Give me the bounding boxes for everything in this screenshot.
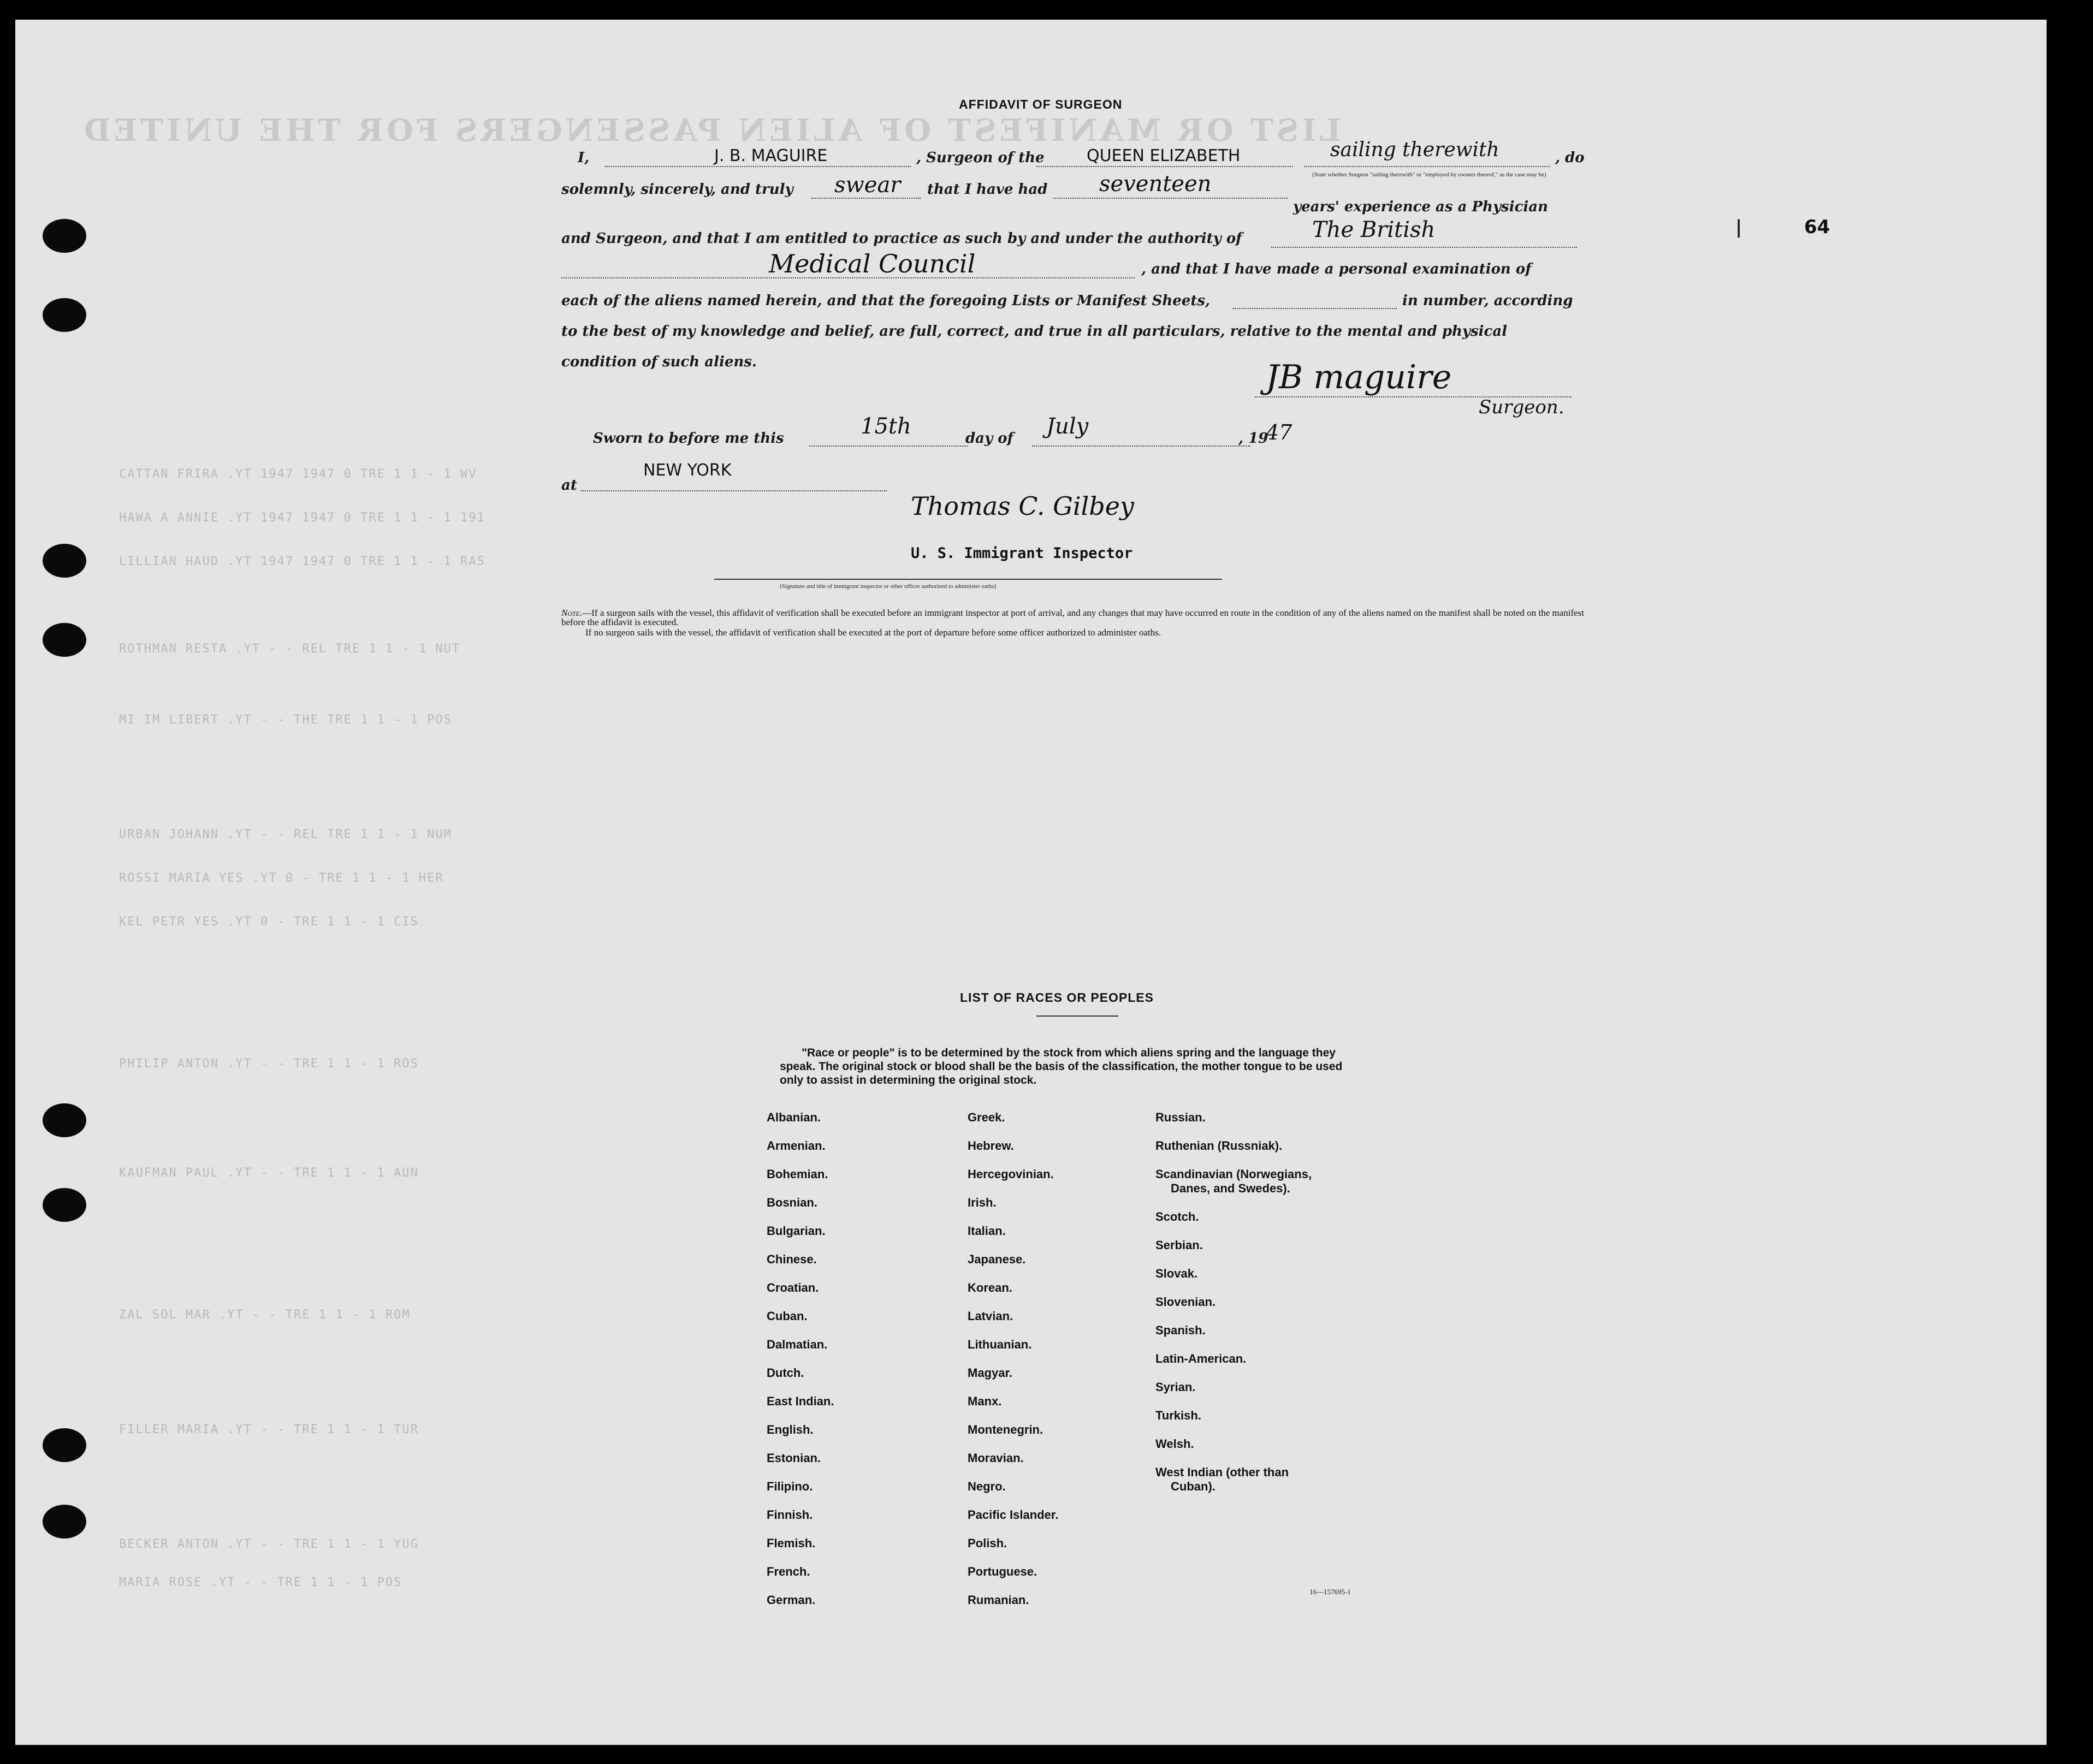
affidavit-line4: and Surgeon, and that I am entitled to practice as such by and under the authority of (561, 230, 1242, 247)
affidavit-line6-suffix: in number, according (1402, 293, 1573, 309)
surgeon-note (561, 608, 1593, 627)
surgeon-note-2: If no surgeon sails with the vessel, the affidavit of verification shall be executed at the port of departure before some officer authorized to administer oaths. (585, 627, 1161, 638)
race-item: Estonian. (767, 1451, 821, 1465)
bleed-through-row: HAWA A ANNIE .YT 1947 1947 0 TRE 1 1 - 1 191 (119, 511, 485, 525)
bleed-through-row: URBAN JOHANN .YT - - REL TRE 1 1 - 1 NUM (119, 828, 452, 841)
race-item: West Indian (other than (1155, 1465, 1289, 1479)
sworn-day: 15th (861, 414, 911, 439)
race-item: Flemish. (767, 1536, 816, 1550)
race-item: East Indian. (767, 1394, 834, 1408)
race-item: Hebrew. (968, 1139, 1014, 1153)
surgeon-signature: JB maguire (1266, 358, 1452, 396)
document-page (15, 20, 2047, 1745)
races-intro: "Race or people" is to be determined by the stock from which aliens spring and the language they speak. The original stock or blood shall be the basis of the classification, the mother tongue to be used only to assist in determining the original stock. (780, 1047, 1343, 1086)
affidavit-line6-prefix: each of the aliens named herein, and that the foregoing Lists or Manifest Sheets, (561, 293, 1211, 309)
race-item: Japanese. (968, 1252, 1026, 1266)
bleed-through-row: CATTAN FRIRA .YT 1947 1947 0 TRE 1 1 - 1 WV (119, 467, 477, 481)
race-item: Finnish. (767, 1508, 813, 1522)
bleed-through-row: ROTHMAN RESTA .YT - - REL TRE 1 1 - 1 NUT (119, 642, 461, 656)
race-item: Negro. (968, 1480, 1006, 1493)
race-item: Ruthenian (Russniak). (1155, 1139, 1283, 1153)
races-column-2 (968, 1110, 1058, 1622)
bleed-through-row: BECKER ANTON .YT - - TRE 1 1 - 1 YUG (119, 1537, 419, 1551)
race-item: Bosnian. (767, 1196, 817, 1209)
note-label: Note. (561, 608, 583, 618)
vessel-name: QUEEN ELIZABETH (1087, 146, 1241, 165)
sworn-place: NEW YORK (643, 461, 732, 480)
affidavit-line1-suffix: , do (1555, 150, 1585, 166)
binder-hole (43, 219, 86, 253)
race-item: Montenegrin. (968, 1423, 1043, 1436)
bleed-through-row: ZAL SOL MAR .YT - - TRE 1 1 - 1 ROM (119, 1308, 411, 1322)
race-item: Magyar. (968, 1366, 1012, 1380)
race-item: Portuguese. (968, 1565, 1037, 1578)
sworn-month-line (1032, 446, 1250, 447)
race-item: Latin-American. (1155, 1352, 1247, 1365)
race-item: Russian. (1155, 1110, 1206, 1124)
race-item: Dutch. (767, 1366, 804, 1380)
race-item: Moravian. (968, 1451, 1024, 1465)
race-item: Italian. (968, 1224, 1006, 1238)
affidavit-title: AFFIDAVIT OF SURGEON (959, 97, 1123, 111)
bleed-through-row: LILLIAN HAUD .YT 1947 1947 0 TRE 1 1 - 1 RAS (119, 555, 485, 568)
race-item: Cuban. (767, 1309, 808, 1323)
authority-line-a (1271, 247, 1577, 248)
page-number-mark: | (1735, 216, 1742, 238)
inspector-instruction: (Signature and title of immigrant inspector or other officer authorized to administer oaths) (780, 583, 997, 590)
authority-part-b: Medical Council (769, 249, 976, 278)
note-text-1: —If a surgeon sails with the vessel, this affidavit of verification shall be executed before an immigrant inspector at port of arrival, and any changes that may have occurred en route in the condition of any of the aliens named on the manifest shall be noted on the manifest before the affidavit is executed. (561, 608, 1585, 627)
affidavit-line7: to the best of my knowledge and belief, are full, correct, and true in all particulars, relative to the mental and physical (561, 323, 1508, 340)
race-item: English. (767, 1423, 814, 1436)
race-item: Scotch. (1155, 1210, 1199, 1223)
page-number: 64 (1804, 216, 1830, 238)
race-item: Hercegovinian. (968, 1167, 1054, 1181)
surgeon-status: sailing therewith (1330, 139, 1499, 161)
binder-hole (43, 1428, 86, 1462)
affidavit-line2-mid: that I have had (927, 181, 1048, 198)
race-item: Croatian. (767, 1281, 819, 1294)
years-experience: seventeen (1099, 171, 1212, 197)
bleed-through-row: KAUFMAN PAUL .YT - - TRE 1 1 - 1 AUN (119, 1166, 419, 1180)
race-item: German. (767, 1593, 816, 1607)
race-item: Spanish. (1155, 1323, 1206, 1337)
race-item: Albanian. (767, 1110, 821, 1124)
bleed-through-row: MARIA ROSE .YT - - TRE 1 1 - 1 POS (119, 1576, 402, 1589)
race-item: Scandinavian (Norwegians, (1155, 1167, 1312, 1181)
binder-hole (43, 623, 86, 657)
races-column-1 (767, 1110, 834, 1622)
race-item: Bohemian. (767, 1167, 828, 1181)
affidavit-line1-prefix: I, (578, 150, 590, 166)
inspector-signature-line (714, 579, 1222, 580)
bleed-through-heading: LIST OR MANIFEST OF ALIEN PASSENGERS FOR THE UNITED (81, 112, 1341, 149)
affidavit-line5: , and that I have made a personal examination of (1141, 261, 1532, 277)
races-title-rule (1036, 1015, 1118, 1017)
bleed-through-row: MI IM LIBERT .YT - - THE TRE 1 1 - 1 POS (119, 713, 452, 727)
oath-line (811, 198, 921, 199)
sworn-year: 47 (1266, 420, 1292, 444)
races-column-3 (1155, 1110, 1312, 1494)
race-item: Welsh. (1155, 1437, 1194, 1451)
race-item: Danes, and Swedes). (1171, 1181, 1290, 1195)
surgeon-name-line (605, 166, 911, 167)
race-item: Turkish. (1155, 1409, 1201, 1422)
binder-hole (43, 1103, 86, 1137)
sworn-year-prefix: , 19 (1238, 430, 1268, 447)
race-item: Slovenian. (1155, 1295, 1216, 1309)
authority-part-a: The British (1312, 217, 1436, 242)
binder-hole (43, 544, 86, 578)
binder-hole (43, 1188, 86, 1222)
surgeon-signature-title: Surgeon. (1479, 396, 1564, 418)
sworn-day-line (809, 446, 968, 447)
status-instruction: (State whether Surgeon "sailing therewith" or "employed by owners thereof," as the case may be) (1312, 171, 1546, 178)
oath-word: swear (834, 173, 901, 198)
bleed-through-row: ROSSI MARIA YES .YT 0 - TRE 1 1 - 1 HER (119, 871, 444, 885)
race-item: Korean. (968, 1281, 1012, 1294)
form-number: 16—157695-1 (1309, 1588, 1351, 1596)
race-item: Bulgarian. (767, 1224, 826, 1238)
place-line (581, 490, 887, 491)
race-item: Rumanian. (968, 1593, 1029, 1607)
races-title: LIST OF RACES OR PEOPLES (960, 990, 1154, 1005)
race-item: Slovak. (1155, 1267, 1198, 1280)
race-item: Dalmatian. (767, 1338, 828, 1351)
race-item: Irish. (968, 1196, 997, 1209)
years-line (1053, 198, 1288, 199)
affidavit-line2-prefix: solemnly, sincerely, and truly (561, 181, 793, 198)
inspector-title: U. S. Immigrant Inspector (911, 545, 1133, 562)
race-item: Cuban). (1171, 1480, 1216, 1493)
race-item: Manx. (968, 1394, 1002, 1408)
race-item: Latvian. (968, 1309, 1013, 1323)
affidavit-line3: years' experience as a Physician (1293, 199, 1549, 215)
race-item: Armenian. (767, 1139, 826, 1153)
race-item: Filipino. (767, 1480, 813, 1493)
sworn-mid: day of (965, 430, 1013, 447)
at-prefix: at (561, 477, 577, 494)
bleed-through-row: KEL PETR YES .YT 0 - TRE 1 1 - 1 CIS (119, 915, 419, 929)
inspector-signature: Thomas C. Gilbey (911, 491, 1134, 521)
sheets-count-line (1233, 308, 1397, 309)
affidavit-line8: condition of such aliens. (561, 354, 757, 370)
race-item: Syrian. (1155, 1380, 1196, 1394)
race-item: Pacific Islander. (968, 1508, 1059, 1522)
race-item: Polish. (968, 1536, 1007, 1550)
race-item: Serbian. (1155, 1238, 1203, 1252)
race-item: Chinese. (767, 1252, 817, 1266)
surgeon-name: J. B. MAGUIRE (714, 146, 828, 165)
vessel-line (1036, 166, 1293, 167)
affidavit-line1-mid: , Surgeon of the (916, 150, 1045, 166)
sworn-prefix: Sworn to before me this (593, 430, 784, 447)
race-item: Lithuanian. (968, 1338, 1032, 1351)
race-item: Greek. (968, 1110, 1005, 1124)
sworn-month: July (1046, 414, 1089, 439)
bleed-through-row: FILLER MARIA .YT - - TRE 1 1 - 1 TUR (119, 1423, 419, 1436)
binder-hole (43, 298, 86, 332)
binder-hole (43, 1505, 86, 1539)
race-item: French. (767, 1565, 810, 1578)
status-line (1304, 166, 1550, 167)
bleed-through-row: PHILIP ANTON .YT - - TRE 1 1 - 1 ROS (119, 1057, 419, 1071)
